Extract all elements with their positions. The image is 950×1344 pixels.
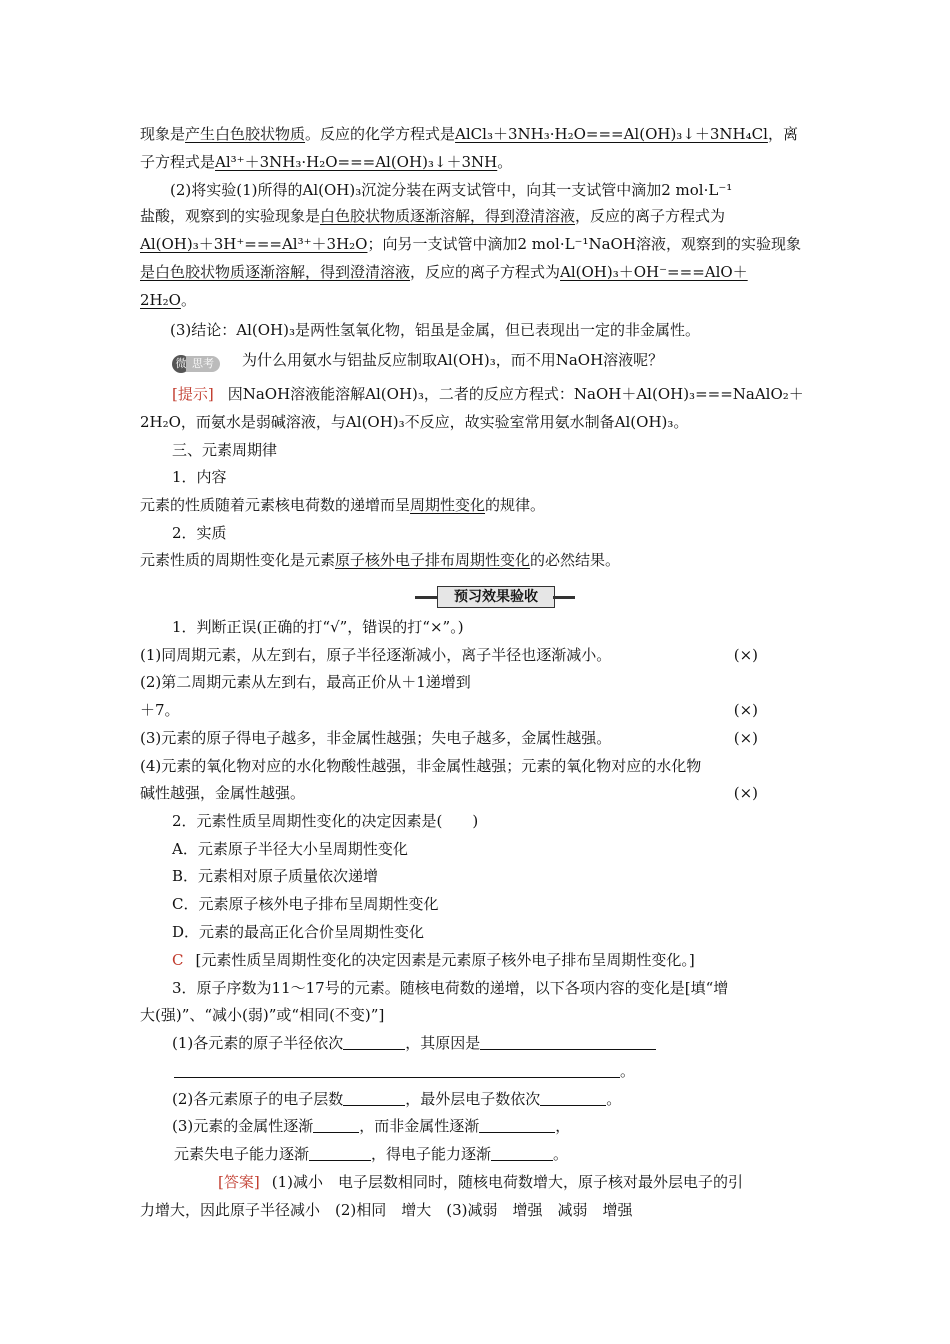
- think-row: [172, 350, 663, 370]
- text: ，最外层电子数依次: [405, 1090, 541, 1108]
- text: 。: [606, 1090, 622, 1108]
- q1-item1: [140, 645, 772, 665]
- q2-option-d: D．元素的最高正化合价呈周期性变化: [172, 923, 425, 941]
- q3-answer-line2: 力增大，因此原子半径减小 (2)相同 增大 (3)减弱 增强 减弱 增强: [140, 1201, 633, 1219]
- text: (3)元素的原子得电子越多，非金属性越强；失电子越多，金属性越强。: [140, 729, 612, 747]
- law-content: [140, 495, 545, 515]
- fill-blank[interactable]: [174, 1063, 620, 1078]
- judgment-mark: (×): [733, 646, 758, 664]
- text: 。: [180, 291, 196, 309]
- answer-underline: 是白色胶状物质逐渐溶解，得到澄清溶液: [140, 263, 411, 281]
- p2-line5: [140, 290, 196, 310]
- text: 的规律。: [485, 496, 546, 514]
- q3-sub1: [172, 1033, 656, 1053]
- q2-option-b: B．元素相对原子质量依次递增: [172, 867, 379, 885]
- q2-option-a: A．元素原子半径大小呈周期性变化: [172, 840, 408, 858]
- q1-stem: 1．判断正误(正确的打“√”，错误的打“×”。): [172, 618, 464, 636]
- banner-title: 预习效果验收: [437, 586, 555, 608]
- fill-blank[interactable]: [491, 1146, 553, 1161]
- fill-blank[interactable]: [343, 1091, 405, 1106]
- p1-line2: [140, 152, 512, 172]
- fill-blank[interactable]: [343, 1035, 405, 1050]
- hint-line1: [172, 384, 804, 404]
- q3-sub3: [172, 1116, 570, 1136]
- fill-blank[interactable]: [480, 1035, 656, 1050]
- answer-text: (1)减小 电子层数相同时，随核电荷数增大，原子核对最外层电子的引: [271, 1173, 743, 1191]
- equation-underline: 2H₂O: [140, 291, 181, 309]
- q2-option-c: C．元素原子核外电子排布呈周期性变化: [172, 895, 439, 913]
- p2-line4: [140, 262, 748, 282]
- answer-underline: 周期性变化: [410, 496, 486, 514]
- p2-line1: (2)将实验(1)所得的Al(OH)₃沉淀分装在两支试管中，向其一支试管中滴加2 mol·L⁻¹: [170, 181, 733, 199]
- q3-stem1: 3．原子序数为11～17号的元素。随核电荷数的递增，以下各项内容的变化是[填“增: [172, 979, 729, 997]
- equation-underline: AlCl₃＋3NH₃·H₂O===Al(OH)₃↓＋3NH₄Cl: [455, 125, 768, 143]
- answer-letter: C: [172, 951, 184, 969]
- q3-sub2: [172, 1089, 621, 1109]
- judgment-mark: (×): [733, 784, 758, 802]
- q1-item4a: (4)元素的氧化物对应的水化物酸性越强，非金属性越强；元素的氧化物对应的水化物: [140, 757, 702, 775]
- q3-sub1-cont: [174, 1061, 635, 1081]
- fill-blank[interactable]: [479, 1118, 555, 1133]
- law-essence: [140, 550, 620, 570]
- text: ，: [555, 1117, 571, 1135]
- text: (3)元素的金属性逐渐: [172, 1117, 314, 1135]
- q3-sub4: [174, 1144, 568, 1164]
- answer-label: [答案]: [218, 1173, 260, 1191]
- text: ，其原因是: [405, 1034, 481, 1052]
- text: (2)各元素原子的电子层数: [172, 1090, 344, 1108]
- text: (1)各元素的原子半径依次: [172, 1034, 344, 1052]
- fill-blank[interactable]: [313, 1118, 359, 1133]
- text: ＋7。: [140, 701, 180, 719]
- equation-underline: Al(OH)₃＋3H⁺===Al³⁺＋3H₂O: [140, 235, 368, 253]
- banner-bar-left: [415, 596, 437, 599]
- text: 子方程式是: [140, 153, 216, 171]
- answer-underline: 产生白色胶状物质: [185, 125, 306, 143]
- hint-line2: 2H₂O，而氨水是弱碱溶液，与Al(OH)₃不反应，故实验室常用氨水制备Al(OH)₃。: [140, 413, 689, 431]
- text: 元素性质的周期性变化是元素: [140, 551, 336, 569]
- p3-conclusion: (3)结论：Al(OH)₃是两性氢氧化物，铝虽是金属，但已表现出一定的非金属性。: [170, 321, 700, 339]
- section-banner: [415, 586, 575, 608]
- p2-line2: [140, 206, 725, 226]
- text: 盐酸，观察到的实验现象是: [140, 207, 321, 225]
- q1-item2b: [140, 700, 772, 720]
- p2-line3: [140, 234, 801, 254]
- fill-blank[interactable]: [540, 1091, 606, 1106]
- answer-underline: 原子核外电子排布周期性变化: [335, 551, 531, 569]
- section-heading: 三、元素周期律: [172, 441, 278, 459]
- text: ，得电子能力逐渐: [371, 1145, 492, 1163]
- text: 。: [620, 1062, 636, 1080]
- text: 现象是: [140, 125, 186, 143]
- q3-answer-line1: [218, 1172, 743, 1192]
- equation-underline: Al(OH)₃＋OH⁻===AlO＋: [560, 263, 748, 281]
- subheading-content: 1．内容: [172, 468, 227, 486]
- answer-explanation: [元素性质呈周期性变化的决定因素是元素原子核外电子排布呈周期性变化。]: [195, 951, 695, 969]
- q2-answer: [172, 950, 695, 970]
- q1-item4b: [140, 783, 772, 803]
- text: ，离: [767, 125, 798, 143]
- think-badge-icon: [172, 352, 220, 370]
- text: 元素失电子能力逐渐: [174, 1145, 310, 1163]
- text: ，而非金属性逐渐: [359, 1117, 480, 1135]
- judgment-mark: (×): [733, 729, 758, 747]
- hint-text: 因NaOH溶液能溶解Al(OH)₃，二者的反应方程式：NaOH＋Al(OH)₃===NaAlO₂＋: [227, 385, 804, 403]
- fill-blank[interactable]: [309, 1146, 371, 1161]
- text: ，反应的离子方程式为: [410, 263, 561, 281]
- text: 的必然结果。: [530, 551, 621, 569]
- subheading-essence: 2．实质: [172, 524, 227, 542]
- text: ；向另一支试管中滴加2 mol·L⁻¹NaOH溶液，观察到的实验现象: [367, 235, 801, 253]
- text: 元素的性质随着元素核电荷数的递增而呈: [140, 496, 411, 514]
- think-question: 为什么用氨水与铝盐反应制取Al(OH)₃，而不用NaOH溶液呢？: [242, 351, 664, 369]
- answer-underline: 白色胶状物质逐渐溶解，得到澄清溶液: [320, 207, 576, 225]
- q1-item3: [140, 728, 772, 748]
- hint-label: [提示]: [172, 385, 214, 403]
- banner-bar-right: [553, 596, 575, 599]
- text: 。反应的化学方程式是: [305, 125, 456, 143]
- text: 碱性越强，金属性越强。: [140, 784, 306, 802]
- text: (1)同周期元素，从左到右，原子半径逐渐减小，离子半径也逐渐减小。: [140, 646, 612, 664]
- q1-item2a: (2)第二周期元素从左到右，最高正价从＋1递增到: [140, 673, 471, 691]
- judgment-mark: (×): [733, 701, 758, 719]
- p1-line1: [140, 124, 798, 144]
- badge-char: 微: [172, 355, 190, 373]
- text: 。: [497, 153, 513, 171]
- q3-stem2: 大(强)”、“减小(弱)”或“相同(不变)”]: [140, 1006, 385, 1024]
- badge-label: 思考: [186, 356, 220, 372]
- equation-underline: Al³⁺＋3NH₃·H₂O===Al(OH)₃↓＋3NH: [215, 153, 498, 171]
- q2-stem: 2．元素性质呈周期性变化的决定因素是( ): [172, 812, 479, 830]
- text: 。: [553, 1145, 569, 1163]
- text: ，反应的离子方程式为: [575, 207, 726, 225]
